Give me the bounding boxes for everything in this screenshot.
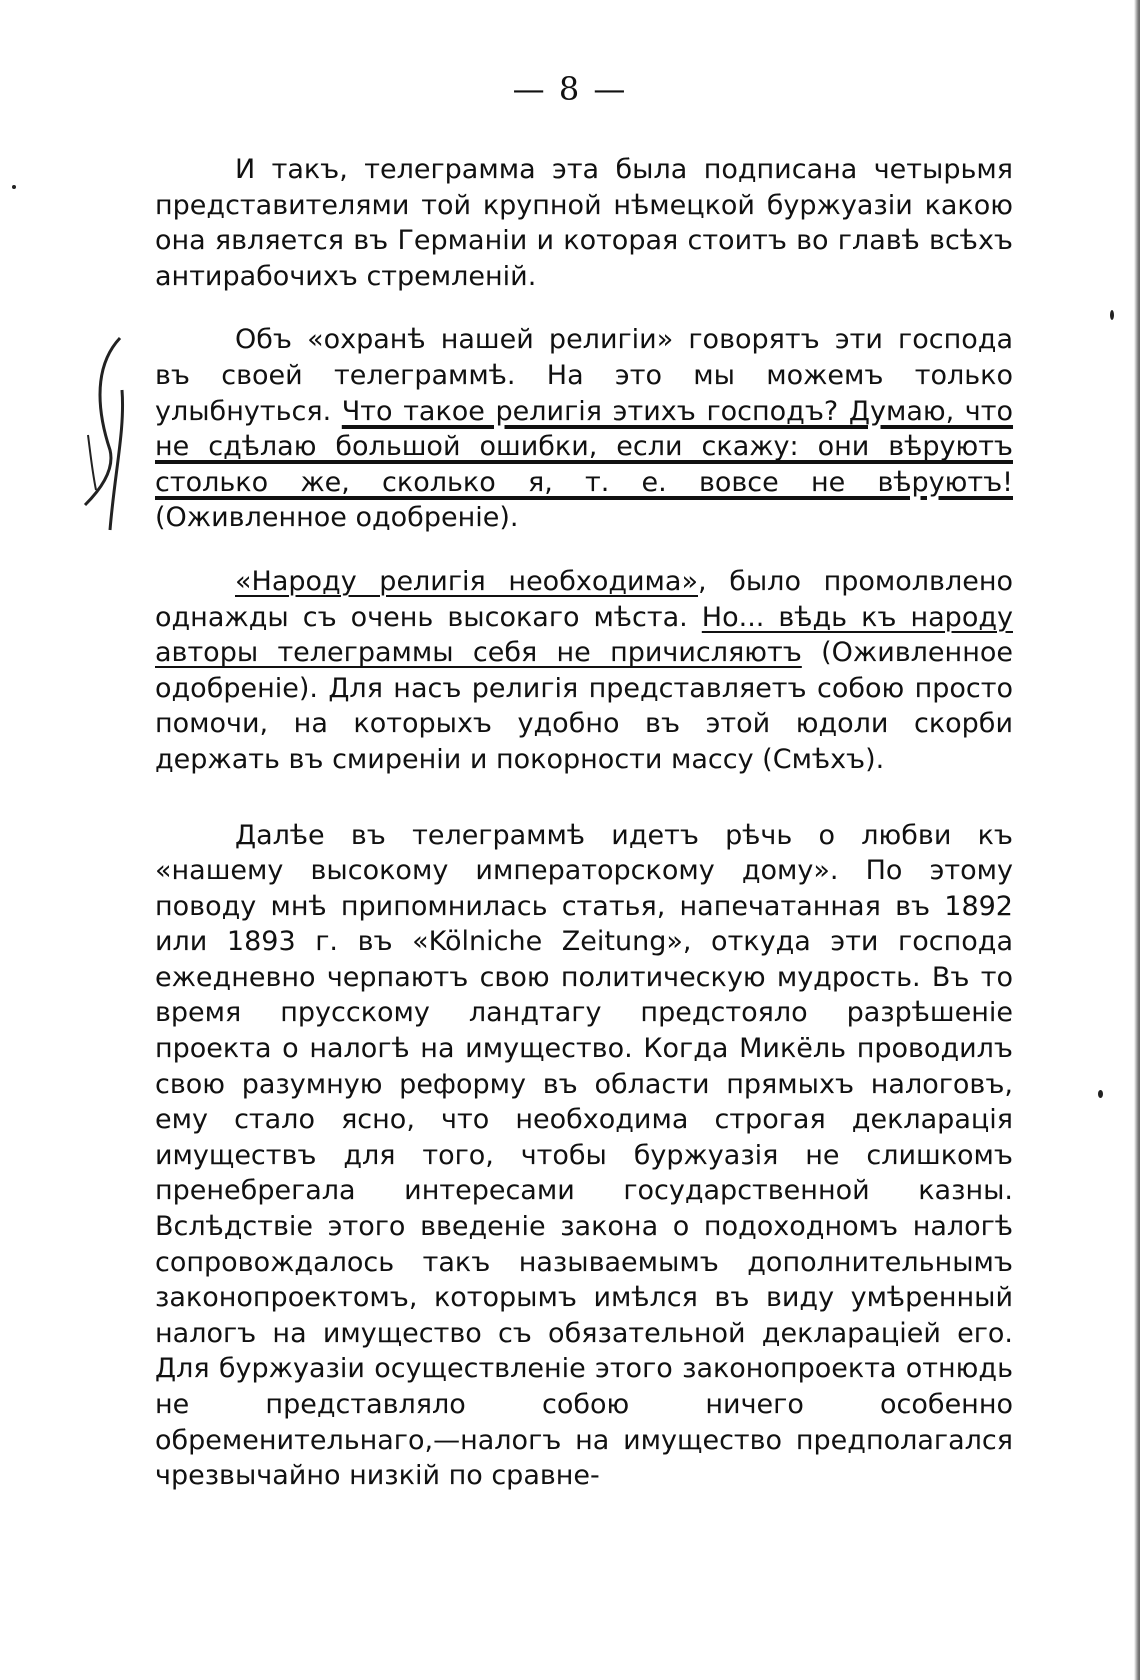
paragraph-2 [155, 322, 1013, 536]
paragraph-3-underlined-segment-1: «Народу религія необходима» [235, 565, 698, 597]
scan-edge-shadow [1134, 0, 1140, 1680]
paragraph-3 [155, 564, 1013, 778]
paragraph-1-segment-1: И такъ, телеграмма эта была подписана четырьмя представителями той крупной нѣмецкой буржуазіи какою она является въ Германіи и которая стоитъ во главѣ всѣхъ антирабочихъ стремленій. [155, 154, 1013, 292]
paragraph-3-underlined-segment-2: Но... вѣдь къ народу авторы телеграммы себя не причисляютъ [155, 601, 1013, 669]
paragraph-2-underlined-segment: Что такое религія этихъ господъ? Думаю, что не сдѣлаю большой ошибки, если скажу: они вѣруютъ столько же, сколько я, т. е. вовсе не вѣруютъ! [155, 395, 1014, 498]
body-text [155, 152, 1013, 1522]
scan-speck [1110, 310, 1114, 320]
paragraph-4-segment-1: Далѣе въ телеграммѣ идетъ рѣчь о любви къ «нашему высокому императорскому дому». По этому поводу мнѣ припомнилась статья, напечатанная въ 1892 или 1893 г. въ «Kölniche Zeitung», откуда эти господа ежедневно черпаютъ свою политическую мудрость. Въ то время прусскому ландтагу предстояло разрѣшеніе проекта о налогѣ на имущество. Когда Микёль проводилъ свою разумную реформу въ области прямыхъ налоговъ, ему стало ясно, что необходима строгая декларація имуществъ для того, чтобы буржуазія не слишкомъ пренебрегала интересами государственной казны. Вслѣдствіе этого введеніе закона о подоходномъ налогѣ сопровождалось такъ называемымъ дополнительнымъ законопроектомъ, которымъ имѣлся въ виду умѣренный налогъ на имущество съ обязательной декларацiей его. Для буржуазіи осуществленіе этого законопроекта отнюдь не представляло собою ничего особенно обременительнаго,—налогъ на имущество предполагался чрезвычайно низкій по сравне- [155, 819, 1013, 1492]
paragraph-4 [155, 818, 1013, 1494]
paragraph-1 [155, 152, 1013, 294]
paragraph-2-segment-1: Объ «охранѣ нашей религіи» говорятъ эти господа въ своей телеграммѣ. На это мы можемъ только улыбнуться. [155, 324, 1013, 427]
margin-pencil-mark [80, 330, 150, 540]
paragraph-3-segment-2: , было промолвлено однажды съ очень высокаго мѣста. [155, 565, 1013, 633]
paragraph-3-segment-4: (Оживленное одобреніе). Для насъ религія представляетъ собою просто помочи, на которыхъ удобно въ этой юдоли скорби держать въ смиреніи и покорности массу (Смѣхъ). [155, 637, 1013, 775]
paragraph-2-segment-3: (Оживленное одобреніе). [155, 502, 519, 534]
page-number: — 8 — [512, 70, 628, 108]
scan-speck [1098, 1090, 1103, 1098]
scan-speck [12, 185, 16, 189]
